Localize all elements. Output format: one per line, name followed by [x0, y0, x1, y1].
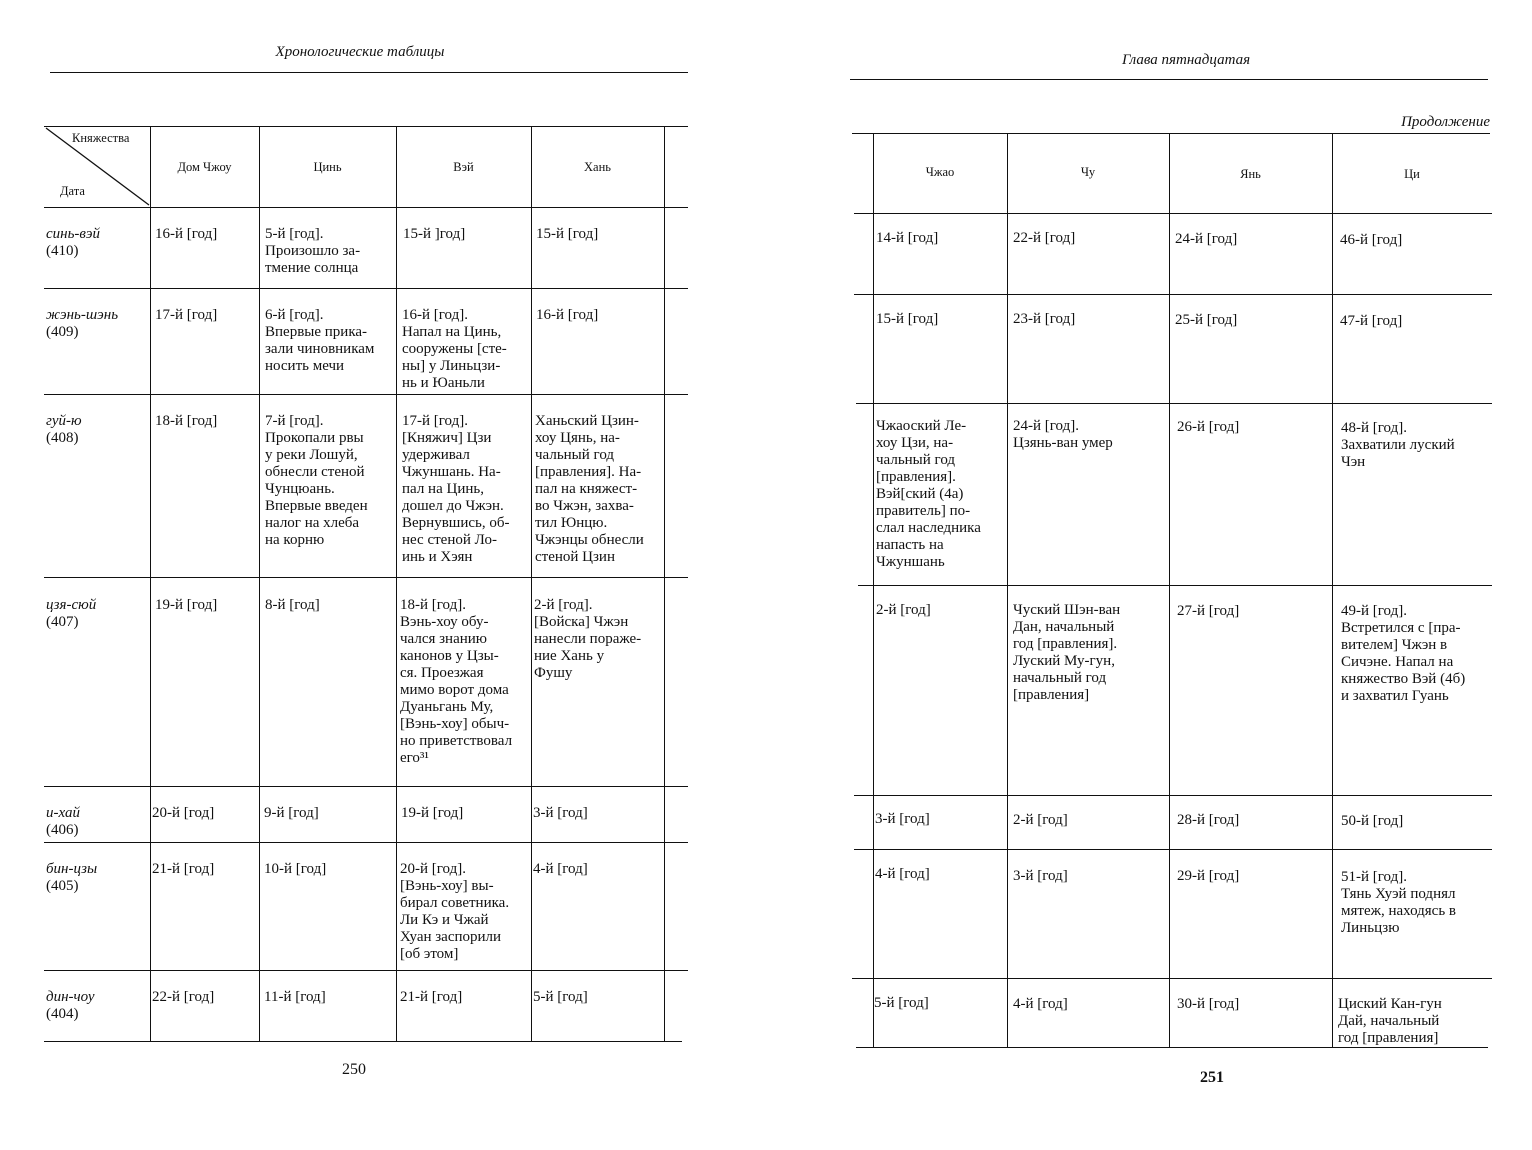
table-cell: 8-й [год]	[265, 597, 320, 613]
table-bottom-rule	[856, 1047, 1488, 1048]
row-rule	[854, 849, 1492, 850]
table-cell: 19-й [год]	[401, 805, 464, 821]
table-cell: 17-й [год]. [Княжич] Цзи удерживал Чжуншань. На- пал на Цинь, дошел до Чжэн. Вернувшись, об- нес стеной Ло- инь и Хэян	[402, 413, 510, 565]
table-bottom-rule	[44, 1041, 682, 1042]
table-cell: 46-й [год]	[1340, 232, 1403, 248]
table-cell: 28-й [год]	[1177, 812, 1240, 828]
row-rule	[44, 786, 688, 787]
table-cell: 22-й [год]	[152, 989, 215, 1005]
table-cell: 20-й [год]. [Вэнь-хоу] вы- бирал советника. Ли Кэ и Чжай Хуан заспорили [об этом]	[400, 861, 510, 962]
table-cell: 51-й [год]. Тянь Хуэй поднял мятеж, находясь в Линьцзю	[1341, 869, 1457, 936]
table-cell: 18-й [год]	[155, 413, 218, 429]
table-cell: 19-й [год]	[155, 597, 218, 613]
page-number: 251	[1200, 1069, 1224, 1086]
date-cell: бин-цзы (405)	[46, 861, 98, 894]
table-cell: 18-й [год]. Вэнь-хоу обу- чался знанию канонов у Цзы- ся. Проезжая мимо ворот дома Дуаньгань Му, [Вэнь-хоу] обыч- но приветствовал его³¹	[400, 597, 513, 766]
date-cell: синь-вэй (410)	[46, 226, 101, 259]
running-head: Хронологические таблицы	[275, 44, 445, 60]
row-rule	[856, 403, 1492, 404]
header-rule	[50, 72, 688, 73]
column-header: Чжао	[925, 165, 955, 179]
table-cell: 2-й [год]	[1013, 812, 1068, 828]
row-rule	[44, 842, 688, 843]
table-cell: 14-й [год]	[876, 230, 939, 246]
col-divider	[1169, 133, 1170, 1047]
table-cell: 47-й [год]	[1340, 313, 1403, 329]
table-cell: 15-й ]год]	[403, 226, 466, 242]
table-cell: 4-й [год]	[533, 861, 588, 877]
table-cell: Ханьский Цзин- хоу Цянь, на- чальный год [правления]. На- пал на княжест- во Чжэн, захва- тил Юнцю. Чжэнцы обнесли стеной Цзин	[535, 413, 644, 565]
table-cell: 48-й [год]. Захватили луский Чэн	[1341, 420, 1455, 470]
corner-bottom-label: Дата	[60, 184, 85, 198]
table-cell: 24-й [год]	[1175, 231, 1238, 247]
table-cell: 21-й [год]	[400, 989, 463, 1005]
row-rule	[854, 294, 1492, 295]
table-cell: Чжаоский Ле- хоу Цзи, на- чальный год [правления]. Вэй[ский (4а) правитель] по- слал наследника напасть на Чжуншань	[876, 418, 981, 570]
table-cell: 4-й [год]	[1013, 996, 1068, 1012]
col-divider	[873, 133, 874, 1047]
column-header: Дом Чжоу	[177, 160, 232, 174]
table-cell: 2-й [год]	[876, 602, 931, 618]
table-cell: 20-й [год]	[152, 805, 215, 821]
table-cell: 16-й [год]	[155, 226, 218, 242]
date-cell: цзя-сюй (407)	[46, 597, 97, 630]
col-divider	[396, 126, 397, 1042]
column-header: Янь	[1240, 167, 1261, 181]
row-rule	[854, 795, 1492, 796]
header-rule	[850, 79, 1488, 80]
running-head: Глава пятнадцатая	[1121, 52, 1251, 68]
date-cell: гуй-ю (408)	[46, 413, 82, 446]
table-cell: 50-й [год]	[1341, 813, 1404, 829]
table-cell: 27-й [год]	[1177, 603, 1240, 619]
table-cell: 25-й [год]	[1175, 312, 1238, 328]
row-rule	[44, 970, 688, 971]
row-rule	[858, 585, 1492, 586]
column-header: Цинь	[313, 160, 342, 174]
table-cell: 15-й [год]	[876, 311, 939, 327]
date-cell: и-хай (406)	[46, 805, 80, 838]
table-cell: 22-й [год]	[1013, 230, 1076, 246]
column-header: Ци	[1404, 167, 1420, 181]
row-rule	[44, 394, 688, 395]
table-cell: 5-й [год]	[533, 989, 588, 1005]
table-cell: 6-й [год]. Впервые прика- зали чиновникам носить мечи	[265, 307, 375, 374]
column-header: Вэй	[453, 160, 474, 174]
table-cell: 49-й [год]. Встретился с [пра- вителем] Чжэн в Сичэне. Напал на княжество Вэй (4б) и захватил Гуань	[1341, 603, 1466, 704]
table-cell: 9-й [год]	[264, 805, 319, 821]
table-cell: 16-й [год]. Напал на Цинь, сооружены [сте- ны] у Линьцзи- нь и Юаньли	[402, 307, 507, 391]
table-cell: 7-й [год]. Прокопали рвы у реки Лошуй, обнесли стеной Чунцюань. Впервые введен налог на хлеба на корню	[265, 413, 368, 548]
col-divider	[1332, 133, 1333, 1047]
row-rule	[44, 288, 688, 289]
table-cell: 17-й [год]	[155, 307, 218, 323]
row-rule	[852, 978, 1492, 979]
table-cell: 11-й [год]	[264, 989, 326, 1005]
row-rule	[44, 577, 688, 578]
table-cell: 2-й [год]. [Войска] Чжэн нанесли пораже- ние Хань у Фушу	[534, 597, 642, 681]
column-header: Хань	[584, 160, 611, 174]
col-divider	[1007, 133, 1008, 1047]
table-cell: 10-й [год]	[264, 861, 327, 877]
col-divider	[259, 126, 260, 1042]
table-cell: 3-й [год]	[1013, 868, 1068, 884]
table-cell: 26-й [год]	[1177, 419, 1240, 435]
table-cell: 15-й [год]	[536, 226, 599, 242]
table-cell: 23-й [год]	[1013, 311, 1076, 327]
header-bottom-rule	[854, 213, 1492, 214]
table-cell: 3-й [год]	[533, 805, 588, 821]
date-cell: жэнь-шэнь (409)	[46, 307, 119, 340]
table-cell: 16-й [год]	[536, 307, 599, 323]
column-header: Чу	[1080, 165, 1096, 179]
table-top-rule	[852, 133, 1490, 134]
col-divider	[150, 126, 151, 1042]
continuation-label: Продолжение	[1401, 114, 1490, 130]
table-cell: 30-й [год]	[1177, 996, 1240, 1012]
col-divider	[664, 126, 665, 1042]
table-cell: 4-й [год]	[875, 866, 930, 882]
table-cell: 21-й [год]	[152, 861, 215, 877]
table-cell: 3-й [год]	[875, 811, 930, 827]
table-cell: 5-й [год]	[874, 995, 929, 1011]
corner-top-label: Княжества	[72, 131, 130, 145]
right-page	[766, 0, 1532, 1150]
date-cell: дин-чоу (404)	[46, 989, 95, 1022]
table-cell: 24-й [год]. Цзянь-ван умер	[1013, 418, 1113, 451]
table-cell: 29-й [год]	[1177, 868, 1240, 884]
table-cell: Циский Кан-гун Дай, начальный год [правления]	[1338, 996, 1442, 1046]
table-cell: Чуский Шэн-ван Дан, начальный год [правления]. Луский Му-гун, начальный год [правления]	[1013, 602, 1121, 703]
table-cell: 5-й [год]. Произошло за- тмение солнца	[265, 226, 361, 276]
page-number: 250	[342, 1061, 366, 1078]
